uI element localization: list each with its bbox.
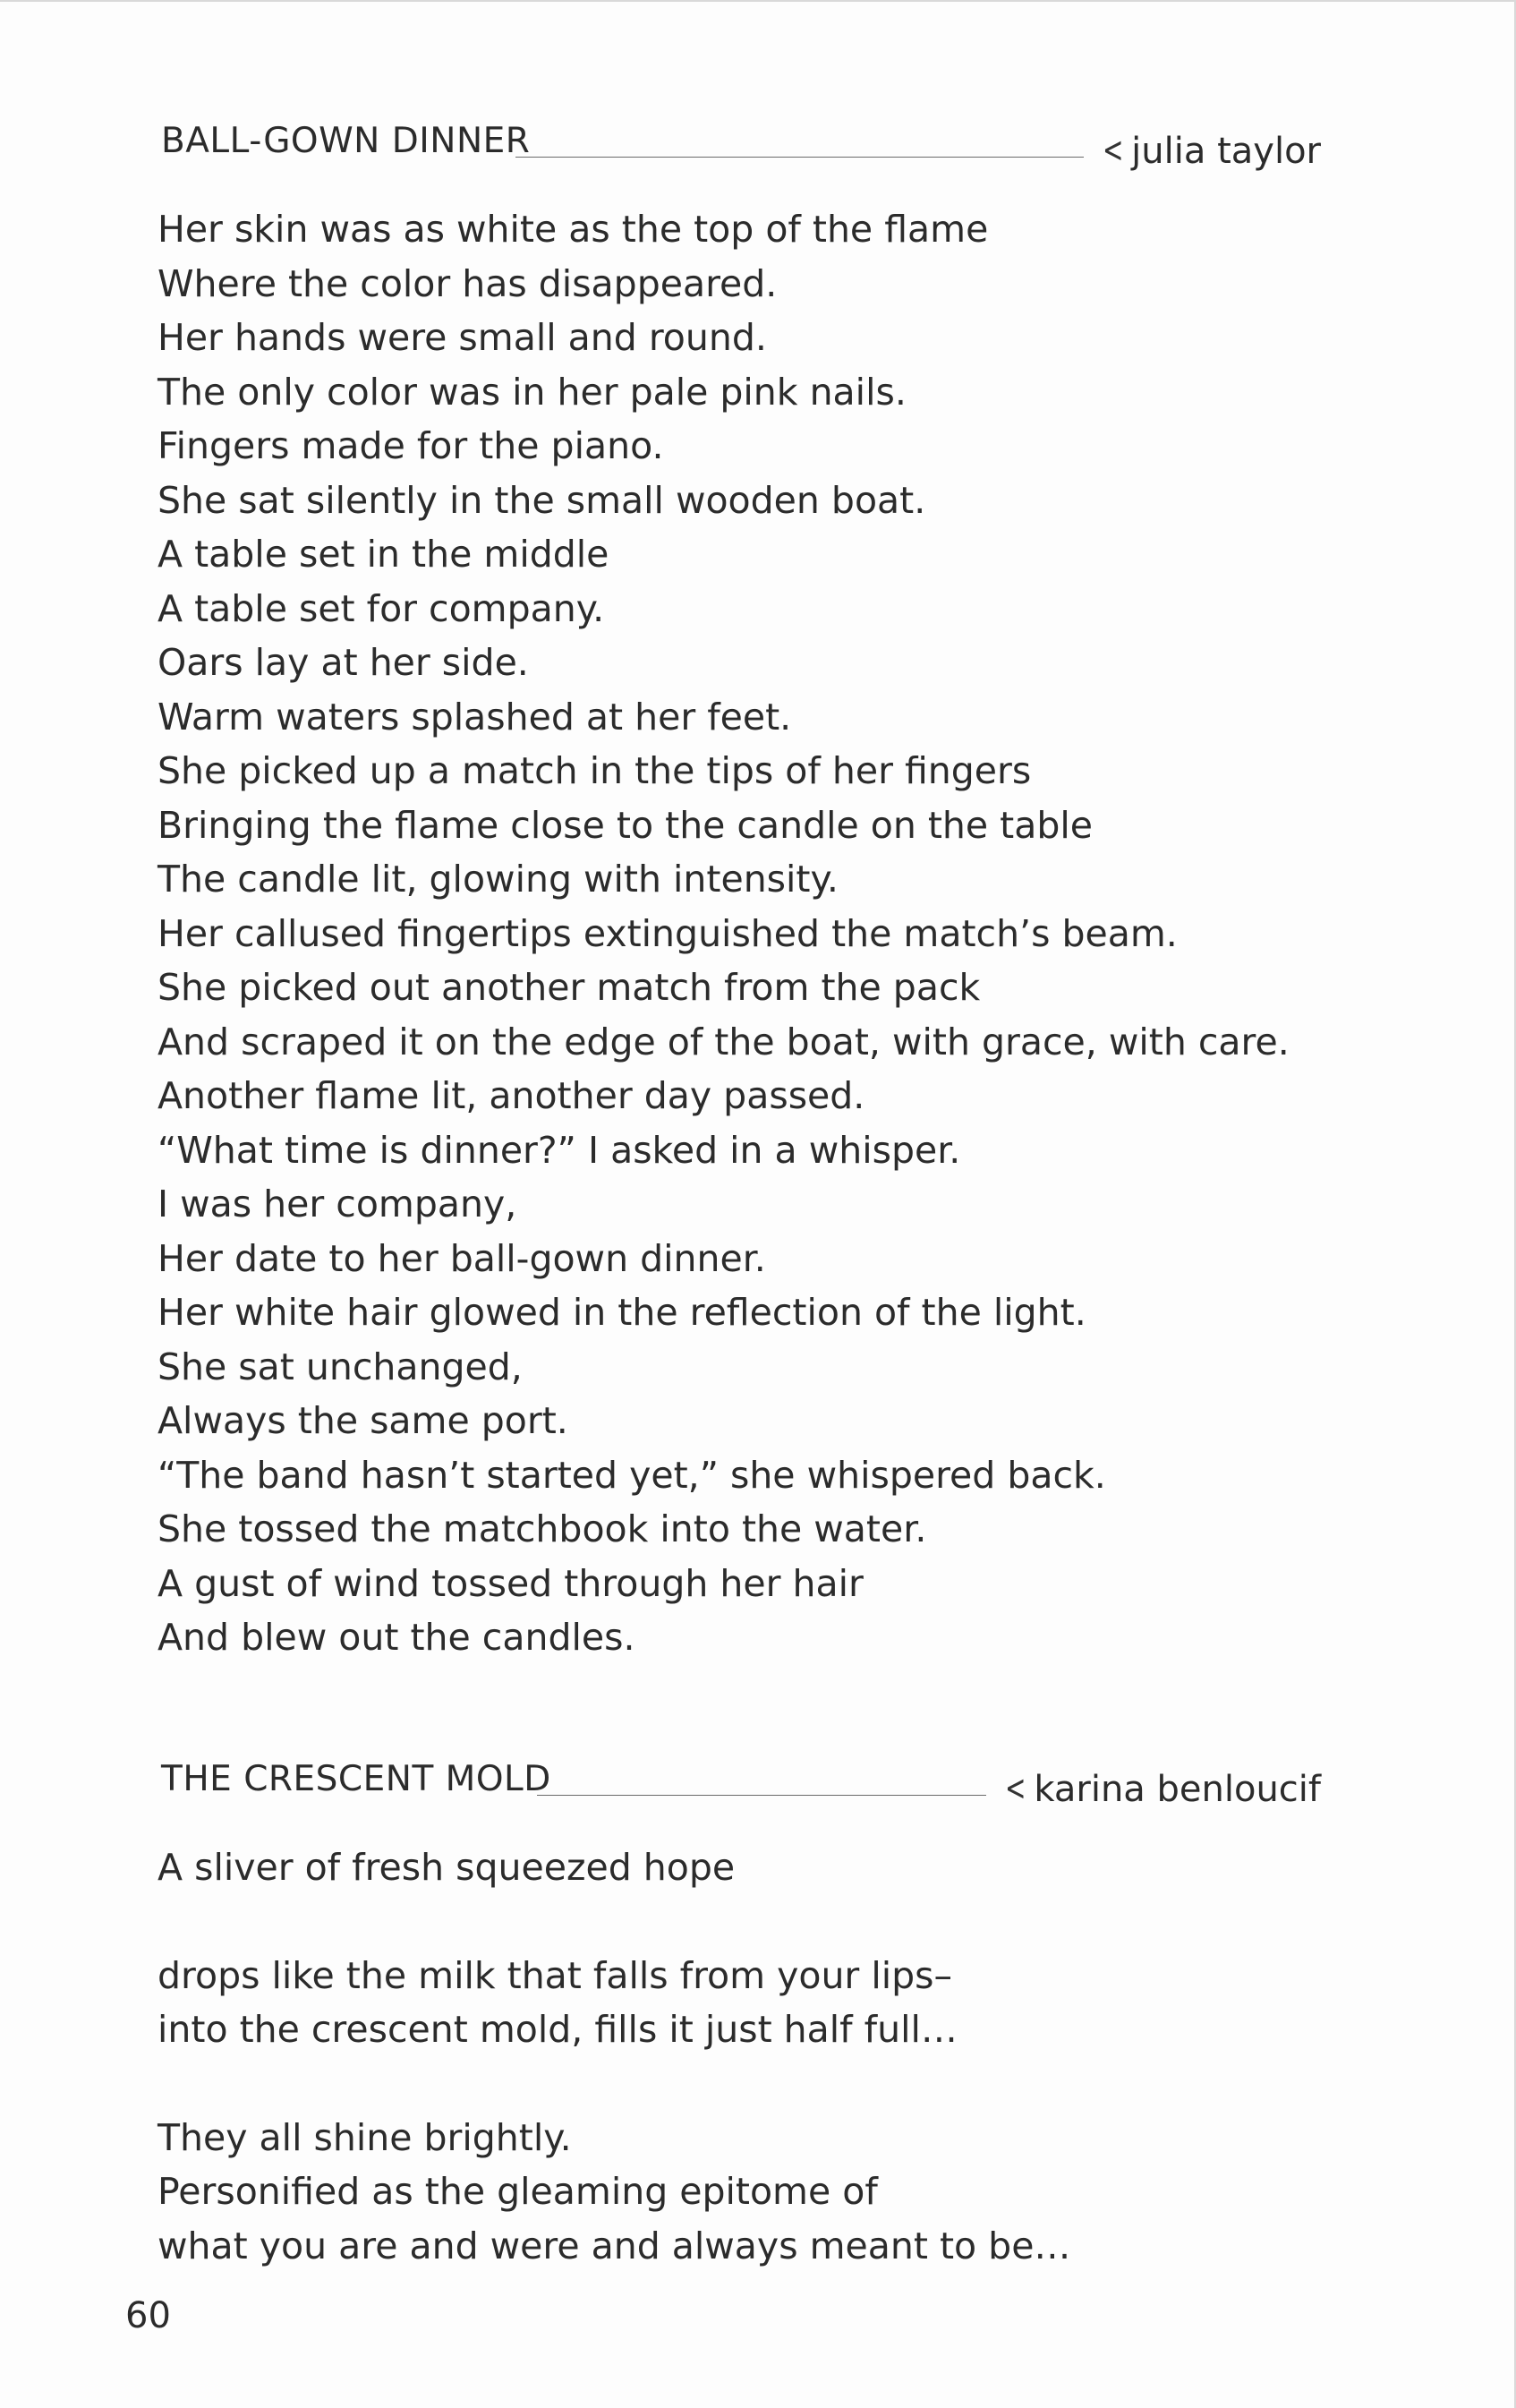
poem-title: THE CRESCENT MOLD: [161, 1759, 551, 1799]
poem-line: Oars lay at her side.: [158, 641, 529, 684]
poem-line: Another flame lit, another day passed.: [158, 1074, 865, 1117]
poem-line: The only color was in her pale pink nails.: [158, 370, 907, 414]
poem-line: She tossed the matchbook into the water.: [158, 1507, 927, 1550]
poem-line: Bringing the flame close to the candle on the table: [158, 803, 1094, 847]
poem-line: Her white hair glowed in the reflection of the light.: [158, 1291, 1086, 1334]
poem-author: julia taylor: [1131, 131, 1321, 172]
poem-line: Her hands were small and round.: [158, 316, 767, 359]
poem-line: She sat silently in the small wooden boat.: [158, 478, 926, 522]
poem-line: Fingers made for the piano.: [158, 424, 664, 467]
poem-line: into the crescent mold, fills it just half full…: [158, 2008, 958, 2051]
poem-header: [158, 109, 1321, 172]
title-rule: [537, 1795, 986, 1796]
poem-line: A table set in the middle: [158, 533, 609, 576]
poem-line: “The band hasn’t started yet,” she whispered back.: [158, 1453, 1106, 1497]
stanza-break: [158, 1895, 1321, 1949]
poem-line: She picked out another match from the pack: [158, 966, 981, 1009]
poem-line: A gust of wind tossed through her hair: [158, 1561, 864, 1605]
title-rule: [515, 157, 1083, 158]
chevron-left-icon: <: [1102, 130, 1124, 171]
poem-line: The candle lit, glowing with intensity.: [158, 858, 839, 901]
poem-ball-gown-dinner: [158, 109, 1321, 1665]
stanza-break: [158, 2057, 1321, 2111]
poem-line: drops like the milk that falls from your lips–: [158, 1953, 952, 1997]
poem-header: [158, 1747, 1321, 1810]
poem-line: They all shine brightly.: [158, 2115, 572, 2159]
poem-line: And blew out the candles.: [158, 1616, 635, 1659]
poem-body: [158, 1840, 1321, 2273]
poem-line: She sat unchanged,: [158, 1345, 523, 1388]
poem-the-crescent-mold: [158, 1747, 1321, 2273]
page-number: 60: [125, 2295, 171, 2336]
poem-line: She picked up a match in the tips of her fingers: [158, 749, 1032, 792]
poem-title: BALL-GOWN DINNER: [161, 121, 531, 161]
poem-line: I was her company,: [158, 1183, 517, 1225]
poem-line: Her date to her ball-gown dinner.: [158, 1236, 766, 1280]
poem-line: Her callused fingertips extinguished the match’s beam.: [158, 911, 1178, 955]
chevron-left-icon: <: [1004, 1768, 1026, 1809]
poem-line: A sliver of fresh squeezed hope: [158, 1846, 736, 1889]
poem-line: what you are and were and always meant to be…: [158, 2224, 1071, 2267]
poem-line: Always the same port.: [158, 1399, 568, 1442]
poem-line: “What time is dinner?” I asked in a whisper.: [158, 1128, 961, 1172]
poem-line: Her skin was as white as the top of the flame: [158, 208, 989, 251]
poem-line: Where the color has disappeared.: [158, 261, 778, 305]
poem-body: [158, 202, 1321, 1665]
poem-line: Warm waters splashed at her feet.: [158, 695, 792, 739]
poem-line: And scraped it on the edge of the boat, with grace, with care.: [158, 1020, 1290, 1063]
poem-line: Personified as the gleaming epitome of: [158, 2170, 878, 2213]
poem-line: A table set for company.: [158, 586, 605, 630]
poem-author: karina benloucif: [1034, 1769, 1321, 1810]
